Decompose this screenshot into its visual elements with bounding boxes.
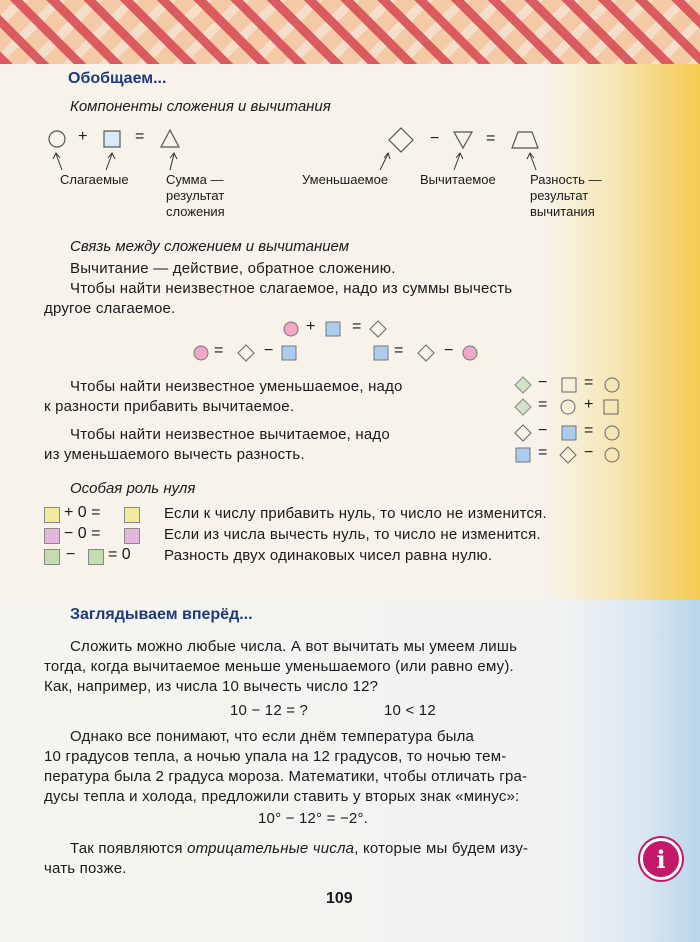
difference-label-line2: результат [530,188,589,203]
f1t-plus: + [306,318,316,335]
rule2-line1: Чтобы найти неизвестное уменьшаемое, надо [70,378,403,395]
equals-sign: = [135,128,145,145]
f1r-minus: − [444,342,454,359]
p3-text-c: , которые мы будем изу- [354,840,529,857]
f3b-minus: − [584,444,594,461]
minuend-label: Уменьшаемое [302,172,389,187]
f3b-eq: = [538,444,548,461]
relation-line1: Вычитание — действие, обратное сложению. [70,260,396,277]
f2a-eq: = [584,374,594,391]
yellow-square-icon [44,507,60,523]
info-icon: i [640,838,682,880]
addends-label: Слагаемые [60,172,129,187]
green-square-icon [88,549,104,565]
f2b-eq: = [538,396,548,413]
rule2-line2: к разности прибавить вычитаемое. [44,398,295,415]
formula1-left [192,344,302,362]
arrows-subtraction [370,150,570,174]
formula1-right [372,344,482,362]
f3a-minus: − [538,422,548,439]
f1t-eq: = [352,318,362,335]
rule1-line1: Чтобы найти неизвестное слагаемое, надо из суммы вычесть [70,280,513,297]
f1l-eq: = [214,342,224,359]
negative-numbers-term: отрицательные числа [187,840,355,857]
ahead-p3-line1 [70,840,624,857]
page-number: 109 [326,890,353,907]
lilac-square-icon [44,528,60,544]
section-title-ahead: Заглядываем вперёд... [70,606,253,623]
trapezoid-icon [512,132,538,148]
ahead-p2-line1: Однако все понимают, что если днём температура была [70,728,475,745]
lilac-square-icon [124,528,140,544]
circle-icon [49,131,65,147]
ahead-p2-line4: дусы тепла и холода, предложили ставить у вторых знак «минус»: [44,788,520,805]
p3-text-a: Так появляются [70,840,188,857]
ahead-p1-line1: Сложить можно любые числа. А вот вычитать мы умеем лишь [70,638,518,655]
rule1-line2: другое слагаемое. [44,300,176,317]
ahead-p2-line3: пература была 2 градуса мороза. Математики, чтобы отличать гра- [44,768,528,785]
difference-label-line3: вычитания [530,204,595,219]
ahead-p3-line2: чать позже. [44,860,127,877]
sum-label-line1: Сумма — [166,172,224,187]
f3a-eq: = [584,422,594,439]
f2b-plus: + [584,396,594,413]
ahead-p1-line2: тогда, когда вычитаемое меньше уменьшаемого (или равно ему). [44,658,514,675]
ahead-p2-line2: 10 градусов тепла, а ночью упала на 12 градусов, то ночью тем- [44,748,507,765]
inverted-triangle-icon [454,132,472,148]
triangle-icon [161,130,179,147]
rule3-line1: Чтобы найти неизвестное вычитаемое, надо [70,426,390,443]
plus-sign: + [78,128,88,145]
zero-row2-text: Если из числа вычесть нуль, то число не изменится. [164,526,541,543]
expression-10-less-12: 10 < 12 [384,702,436,719]
minus-sign: − [430,130,440,147]
zero-row1-op: + 0 = [64,504,101,521]
zero-heading: Особая роль нуля [70,480,196,497]
square-icon [104,131,120,147]
arrows-addition [40,150,210,174]
zero-row3-text: Разность двух одинаковых чисел равна нулю. [164,547,493,564]
zero-row2-op: − 0 = [64,525,101,542]
expression-degrees: 10° − 12° = −2°. [258,810,369,827]
sum-label-line3: сложения [166,204,225,219]
rule3-line2: из уменьшаемого вычесть разность. [44,446,305,463]
subtrahend-label: Вычитаемое [420,172,496,187]
section-title-summary: Обобщаем... [68,70,167,87]
formula1-top [282,320,392,338]
green-square-icon [44,549,60,565]
sum-label-line2: результат [166,188,225,203]
decorative-top-border [0,0,700,64]
ahead-p1-line3: Как, например, из числа 10 вычесть число 12? [44,678,379,695]
expression-10-minus-12: 10 − 12 = ? [230,702,309,719]
diamond-icon [389,128,413,152]
formula3-shapes [514,424,624,468]
zero-row3-op: − [66,546,76,563]
yellow-square-icon [124,507,140,523]
equals-sign-2: = [486,130,496,147]
zero-row3-eq: = 0 [108,546,131,563]
formula2-shapes [514,376,624,420]
addition-diagram [46,128,186,152]
components-heading: Компоненты сложения и вычитания [70,98,331,115]
zero-row1-text: Если к числу прибавить нуль, то число не изменится. [164,505,547,522]
difference-label-line1: Разность — [530,172,602,187]
f1l-minus: − [264,342,274,359]
f2a-minus: − [538,374,548,391]
f1r-eq: = [394,342,404,359]
relation-heading: Связь между сложением и вычитанием [70,238,350,255]
